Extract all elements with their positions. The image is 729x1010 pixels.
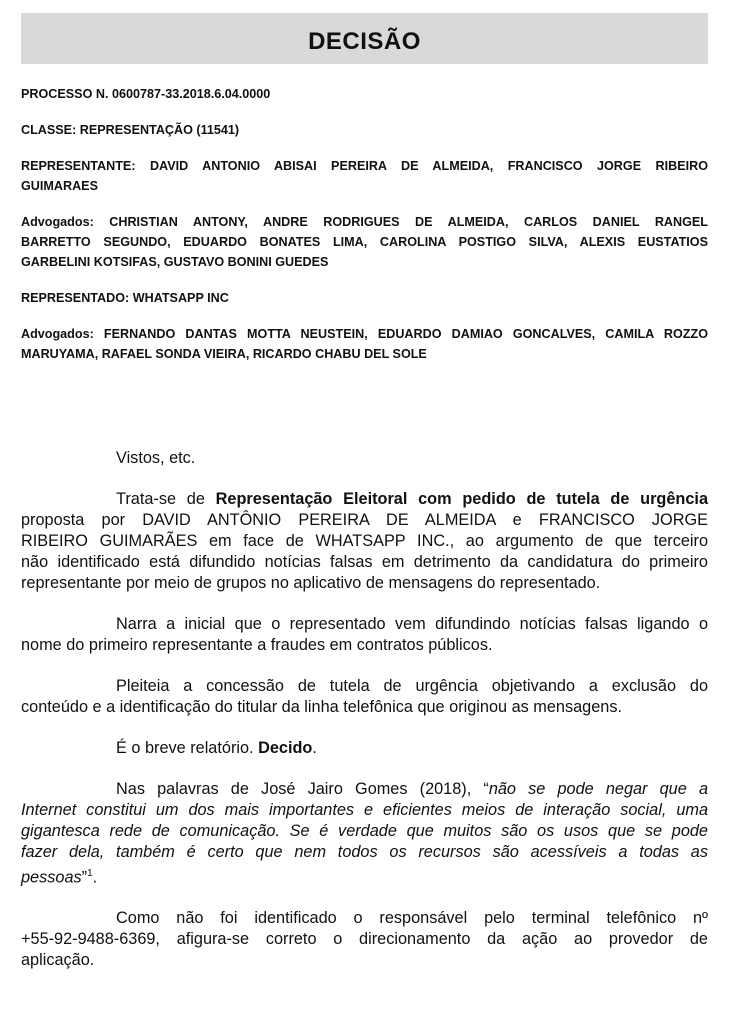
p2-line-1 bbox=[21, 489, 708, 510]
p2-line-5: representante por meio de grupos no aplicativo de mensagens do representado. bbox=[21, 574, 601, 592]
p5-decido: Decido bbox=[258, 739, 313, 757]
vistos-text: Vistos, etc. bbox=[116, 449, 196, 467]
p6-line-1 bbox=[21, 779, 708, 800]
paragraph-relatorio bbox=[21, 738, 708, 759]
advogados-representante-block bbox=[21, 212, 708, 272]
p3-line-2: nome do primeiro representante a fraudes em contratos públicos. bbox=[21, 636, 493, 654]
p6-line-2: Internet constitui um dos mais importantes e eficientes meios de interação social, uma bbox=[21, 801, 708, 819]
advogados-2-line-1: Advogados: FERNANDO DANTAS MOTTA NEUSTEIN, EDUARDO DAMIAO GONCALVES, CAMILA ROZZO bbox=[21, 327, 708, 341]
paragraph-trata-se bbox=[21, 489, 708, 594]
decision-body bbox=[21, 448, 708, 991]
representado-line bbox=[21, 288, 708, 308]
representado-text: REPRESENTADO: WHATSAPP INC bbox=[21, 291, 229, 305]
paragraph-pleiteia bbox=[21, 676, 708, 718]
p6-period: . bbox=[92, 868, 98, 887]
p3-line-1: Narra a inicial que o representado vem difundindo notícias falsas ligando o bbox=[116, 615, 708, 633]
processo-line bbox=[21, 84, 708, 104]
p2-line-4: não identificado está difundido notícias falsas em detrimento da candidatura do primeiro bbox=[21, 553, 708, 571]
representante-block bbox=[21, 156, 708, 196]
advogados-1-line-1: Advogados: CHRISTIAN ANTONY, ANDRE RODRIGUES DE ALMEIDA, CARLOS DANIEL RANGEL bbox=[21, 215, 708, 229]
processo-text: PROCESSO N. 0600787-33.2018.6.04.0000 bbox=[21, 87, 271, 101]
p6-line-5 bbox=[21, 863, 708, 888]
advogados-2-line-2: MARUYAMA, RAFAEL SONDA VIEIRA, RICARDO CHABU DEL SOLE bbox=[21, 347, 427, 361]
classe-line bbox=[21, 120, 708, 140]
representante-line-1: REPRESENTANTE: DAVID ANTONIO ABISAI PEREIRA DE ALMEIDA, FRANCISCO JORGE RIBEIRO bbox=[21, 159, 708, 173]
classe-text: CLASSE: REPRESENTAÇÃO (11541) bbox=[21, 123, 240, 137]
p7-line-2: +55-92-9488-6369, afigura-se correto o direcionamento da ação ao provedor de bbox=[21, 930, 708, 949]
advogados-1-line-3: GARBELINI KOTSIFAS, GUSTAVO BONINI GUEDES bbox=[21, 255, 329, 269]
p6-line-3: gigantesca rede de comunicação. Se é verdade que muitos são os usos que se pode bbox=[21, 822, 708, 840]
p4-line-1: Pleiteia a concessão de tutela de urgência objetivando a exclusão do bbox=[116, 677, 708, 695]
paragraph-conclusao bbox=[21, 908, 708, 971]
paragraph-narra bbox=[21, 614, 708, 656]
footnote-marker: 1 bbox=[87, 868, 93, 879]
p4-line-2: conteúdo e a identificação do titular da linha telefônica que originou as mensagens. bbox=[21, 698, 623, 716]
p2-line-2: proposta por DAVID ANTÔNIO PEREIRA DE ALMEIDA e FRANCISCO JORGE bbox=[21, 511, 708, 529]
case-header bbox=[21, 84, 708, 380]
paragraph-vistos bbox=[21, 448, 708, 469]
p6-line-4: fazer dela, também é certo que nem todos os recursos são acessíveis a todas as bbox=[21, 843, 708, 861]
advogados-1-line-2: BARRETTO SEGUNDO, EDUARDO BONATES LIMA, CAROLINA POSTIGO SILVA, ALEXIS EUSTATIOS bbox=[21, 235, 708, 249]
document-title: DECISÃO bbox=[308, 27, 421, 55]
p5-period: . bbox=[312, 739, 317, 757]
p2-bold-subject: Representação Eleitoral com pedido de tutela de urgência bbox=[215, 490, 709, 508]
p5-text: É o breve relatório. bbox=[116, 739, 259, 757]
paragraph-citation bbox=[21, 779, 708, 888]
p6-quote-end: pessoas bbox=[21, 868, 82, 887]
p2-line-3: RIBEIRO GUIMARÃES em face de WHATSAPP INC., ao argumento de que terceiro bbox=[21, 532, 708, 550]
p2-intro: Trata-se de bbox=[116, 490, 216, 508]
title-bar bbox=[21, 13, 708, 64]
p6-quote-start: não se pode negar que a bbox=[488, 780, 708, 798]
representante-line-2: GUIMARAES bbox=[21, 179, 98, 193]
p7-line-3: aplicação. bbox=[21, 951, 95, 970]
p6-close-quote: ” bbox=[81, 868, 88, 887]
advogados-representado-block bbox=[21, 324, 708, 364]
p7-line-1: Como não foi identificado o responsável pelo terminal telefônico nº bbox=[116, 909, 708, 928]
p6-intro: Nas palavras de José Jairo Gomes (2018), “ bbox=[116, 780, 489, 798]
